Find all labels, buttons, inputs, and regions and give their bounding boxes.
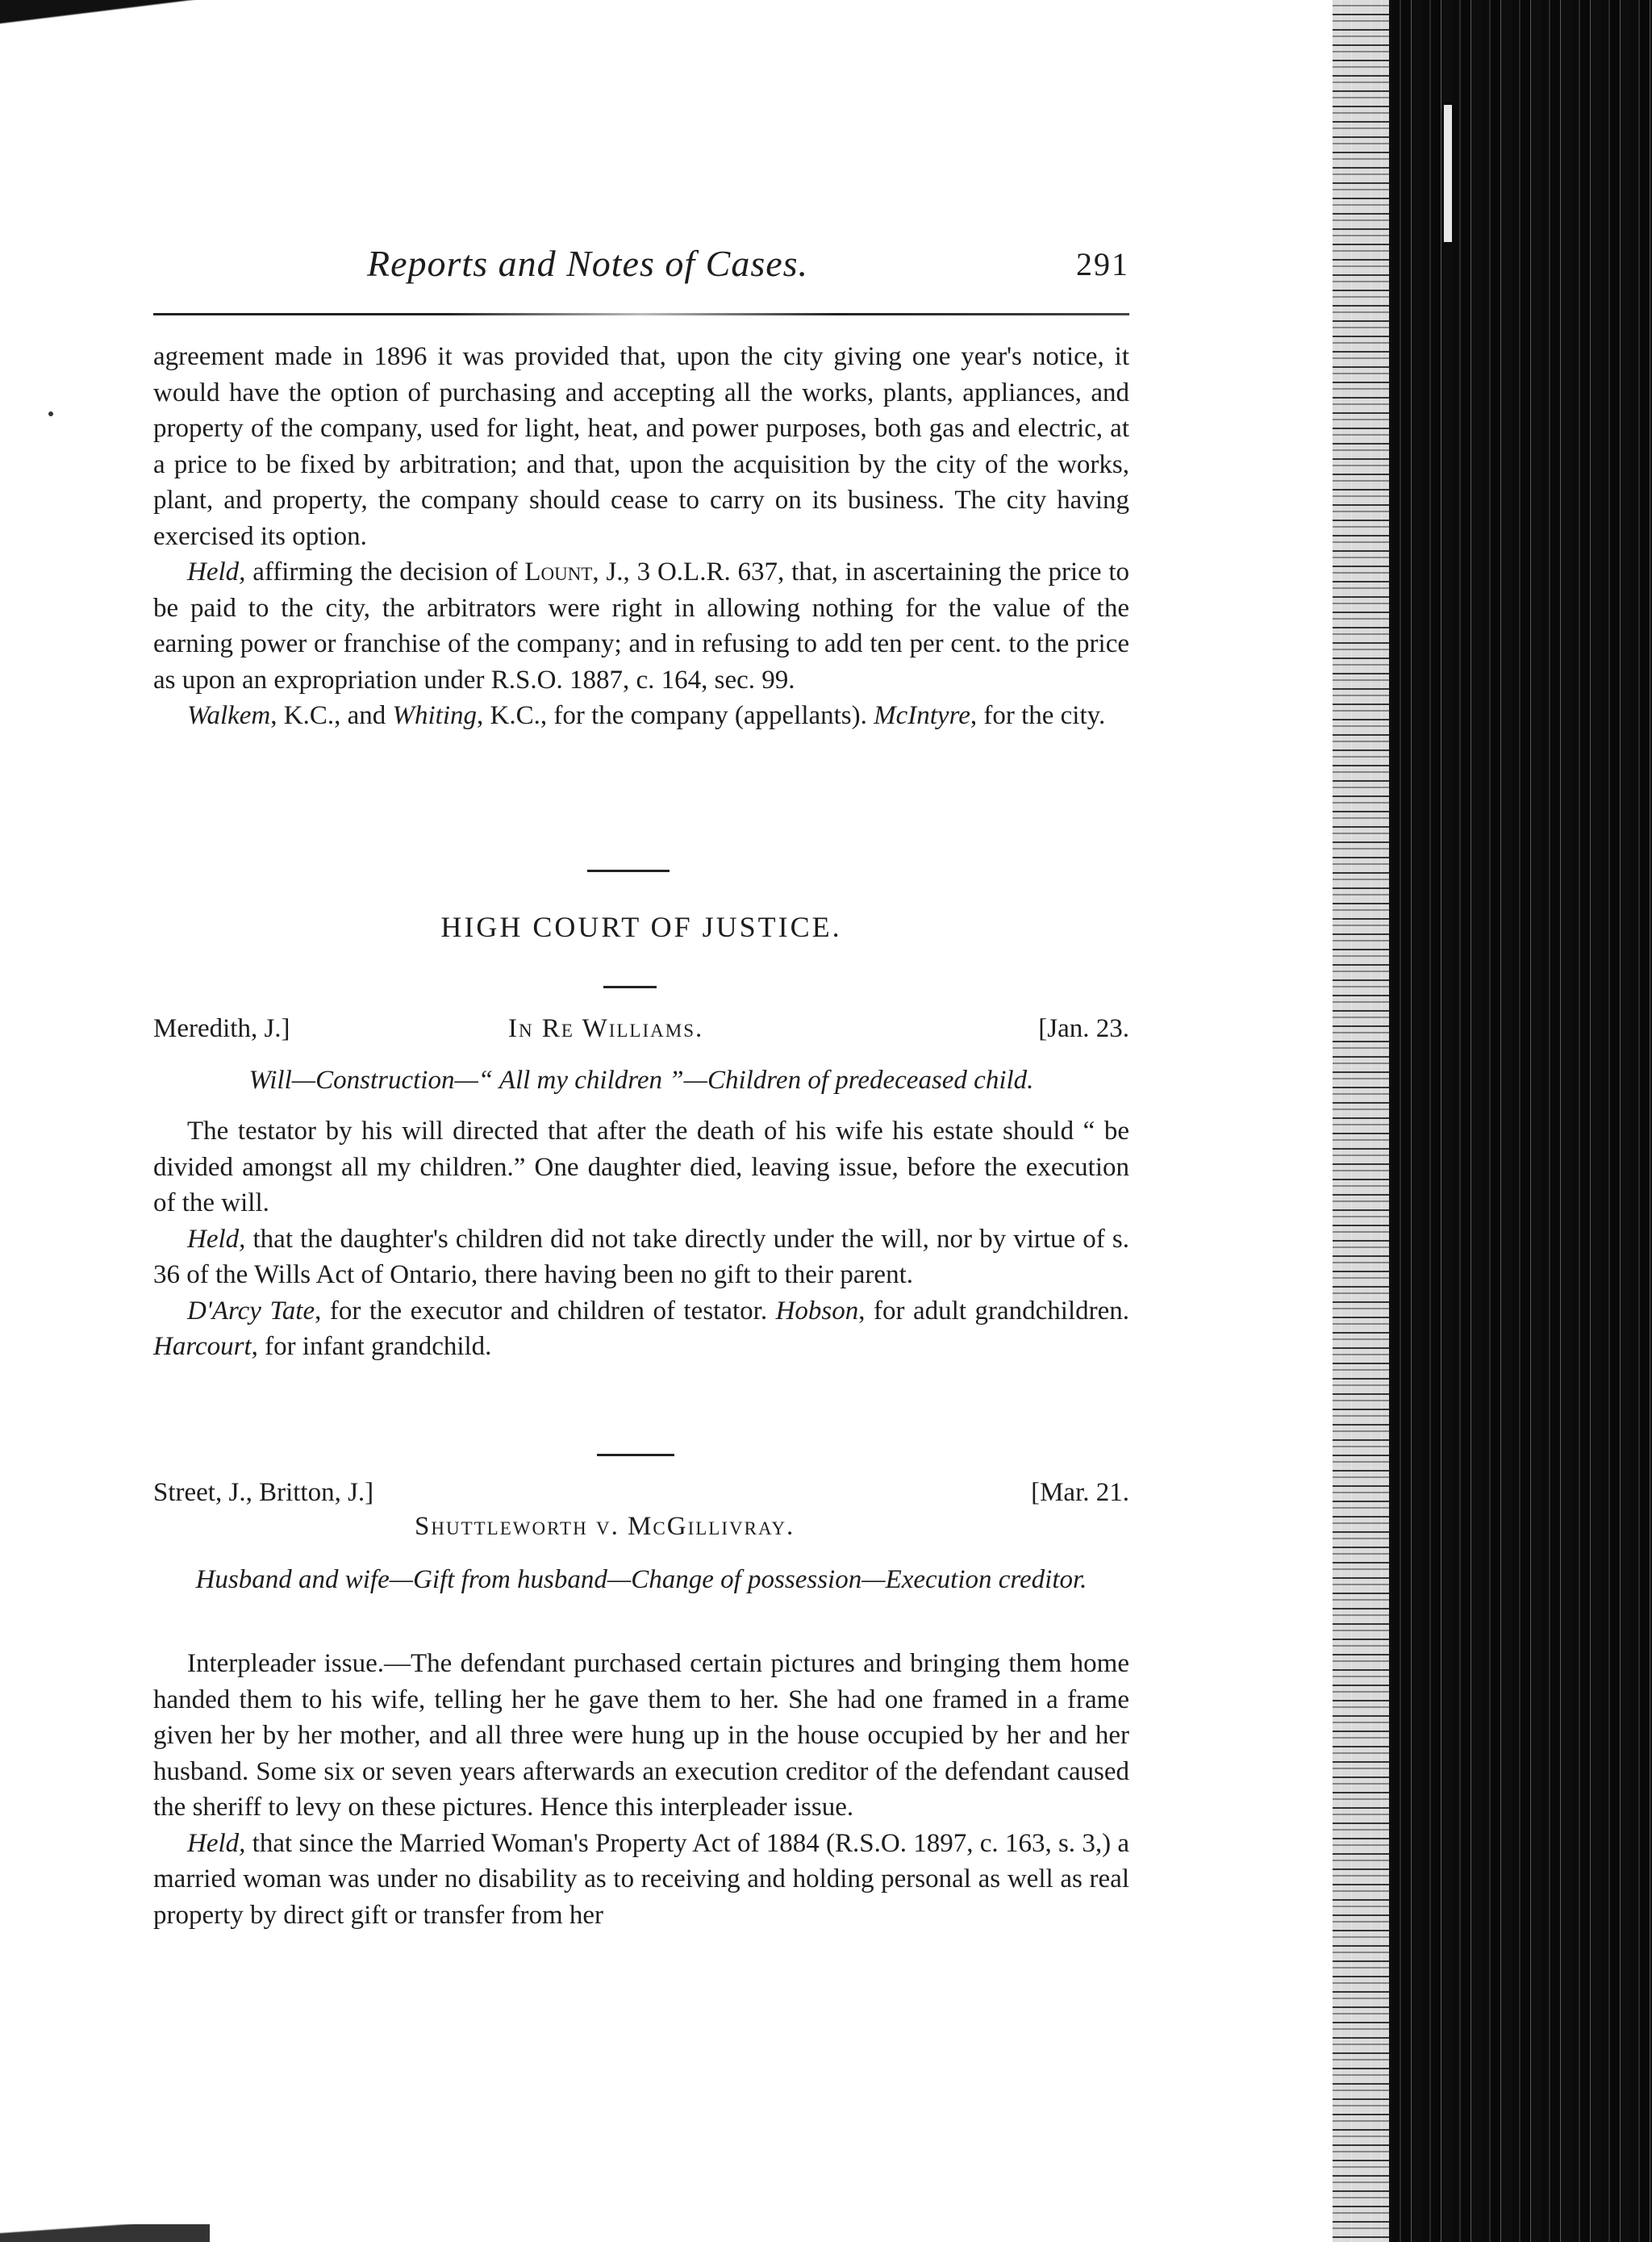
- case-judge: Meredith, J.]: [153, 1014, 290, 1043]
- shuttleworth-facts: Interpleader issue.—The defendant purchased certain pictures and bringing them home handed them to his wife, telling her he gave them to her. She had one framed in a frame given her by her mother, and all three were hung up in the house occupied by her and her husband. Some six or seven years afterwards an execution creditor of the defendant caused the sheriff to levy on these pictures. Hence this interpleader issue.: [153, 1649, 1129, 1822]
- scan-shadow-bottom: [0, 2224, 210, 2242]
- case-title: Shuttleworth v. McGillivray.: [415, 1512, 795, 1541]
- top-case-held: Held, affirming the decision of Lount, J., 3 O.L.R. 637, that, in ascertaining the price to be paid to the city, the arbitrators were right in allowing nothing for the value of the earning power or franchise of the company; and in refusing to add ten per cent. to the price as upon an expropriation under R.S.O. 1887, c. 164, sec. 99.: [153, 557, 1129, 695]
- book-spine-edge: [1333, 0, 1652, 2242]
- running-head: [153, 242, 1129, 290]
- held-label: Held,: [187, 1828, 246, 1858]
- held-label: Held,: [187, 557, 246, 587]
- top-case-body: [153, 339, 1129, 734]
- case-title: In Re Williams.: [508, 1014, 704, 1043]
- williams-held: Held, that the daughter's children did not take directly under the will, nor by virtue of s. 36 of the Wills Act of Ontario, there having been no gift to their parent.: [153, 1224, 1129, 1289]
- judge-name: Lount: [524, 557, 593, 587]
- case-date: [Mar. 21.: [1031, 1478, 1129, 1507]
- case-judges: Street, J., Britton, J.]: [153, 1478, 374, 1507]
- case-header-shuttleworth: [153, 1478, 1129, 1513]
- held-label: Held,: [187, 1224, 246, 1254]
- williams-case-body: [153, 1113, 1129, 1365]
- case-date: [Jan. 23.: [1038, 1014, 1129, 1043]
- court-heading: HIGH COURT OF JUSTICE.: [440, 911, 842, 943]
- section-divider: [603, 986, 657, 988]
- williams-counsel: D'Arcy Tate, for the executor and children of testator. Hobson, for adult grandchildren. Harcourt, for infant grandchild.: [153, 1296, 1130, 1361]
- top-case-counsel: Walkem, K.C., and Whiting, K.C., for the company (appellants). McIntyre, for the city.: [187, 701, 1106, 730]
- section-divider: [587, 870, 670, 872]
- williams-facts: The testator by his will directed that after the death of his wife his estate should “ be divided amongst all my children.” One daughter died, leaving issue, before the execution of the will.: [153, 1117, 1129, 1217]
- counsel-name: Walkem: [187, 701, 271, 730]
- counsel-name: Harcourt: [153, 1332, 252, 1361]
- scan-shadow-top: [0, 0, 1333, 56]
- running-title: Reports and Notes of Cases.: [367, 243, 809, 284]
- page-number: 291: [1076, 246, 1129, 282]
- edge-highlight: [1444, 105, 1452, 242]
- counsel-name: McIntyre: [874, 701, 970, 730]
- shuttleworth-held: Held, that since the Married Woman's Property Act of 1884 (R.S.O. 1897, c. 163, s. 3,) a married woman was under no disability as to receiving and holding personal as well as real property by direct gift or transfer from her: [153, 1828, 1129, 1930]
- top-case-paragraph: agreement made in 1896 it was provided that, upon the city giving one year's notice, it would have the option of purchasing and accepting all the works, plants, appliances, and property of the company, used for light, heat, and power purposes, both gas and electric, at a price to be fixed by arbitration; and that, upon the acquisition by the city of the works, plant, and property, the company should cease to carry on its business. The city having exercised its option.: [153, 342, 1129, 551]
- counsel-name: Hobson: [775, 1296, 859, 1326]
- counsel-name: D'Arcy Tate: [187, 1296, 315, 1326]
- case-catchwords: Will—Construction—“ All my children ”—Children of predeceased child.: [248, 1066, 1034, 1095]
- counsel-name: Whiting: [392, 701, 478, 730]
- header-rule: [153, 313, 1129, 315]
- shuttleworth-case-body: [153, 1646, 1129, 1933]
- case-title-row: [153, 1512, 1129, 1547]
- section-divider: [597, 1454, 674, 1456]
- case-header-williams: [153, 1014, 1129, 1050]
- margin-speck: [48, 411, 53, 416]
- case-catchwords: Husband and wife—Gift from husband—Change of possession—Execution creditor.: [195, 1565, 1087, 1594]
